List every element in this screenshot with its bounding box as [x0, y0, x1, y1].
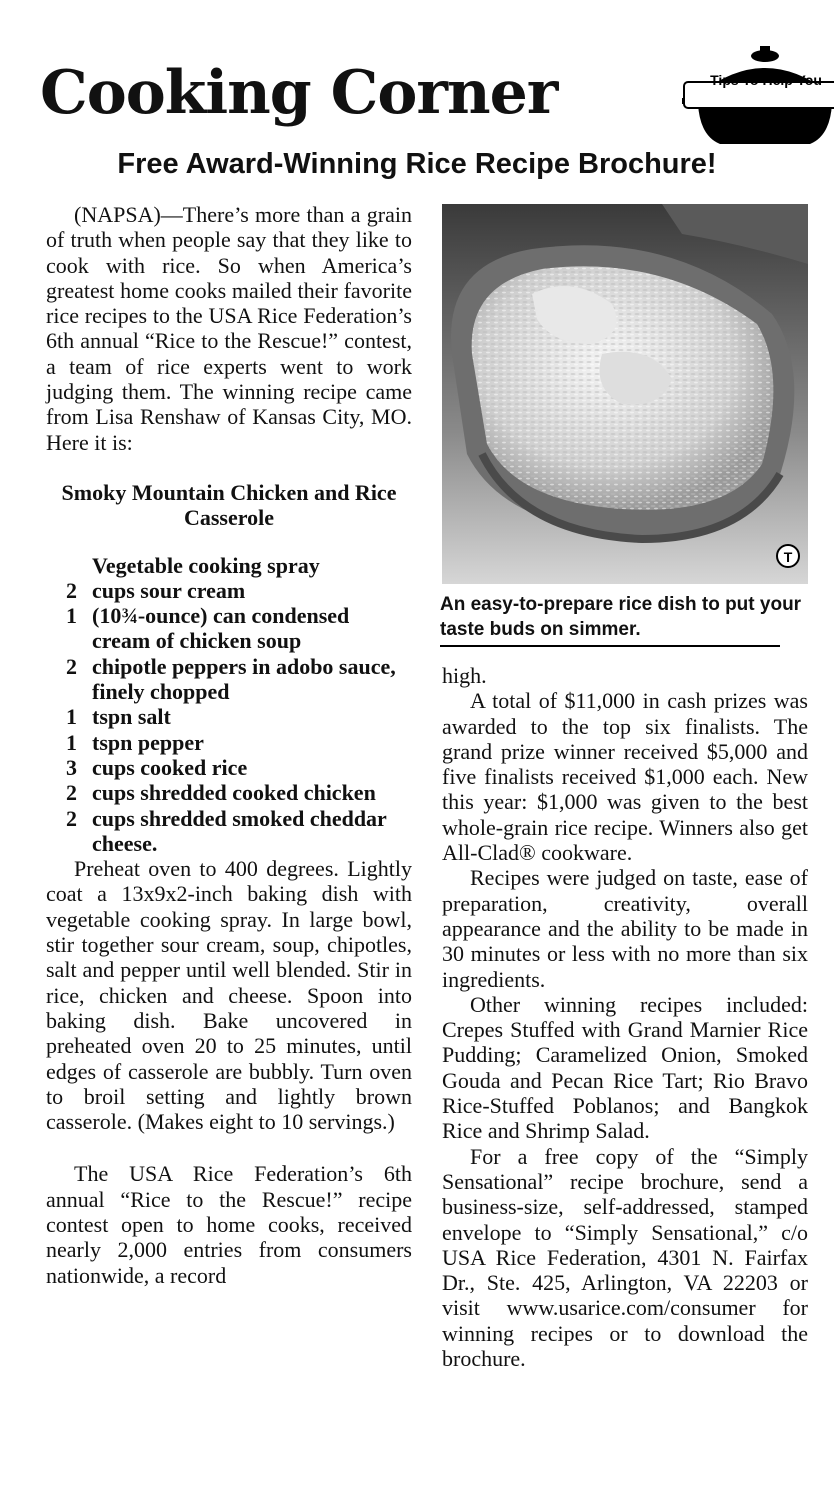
contest-paragraph: The USA Rice Federation’s 6th annual “Rice to the Rescue!” recipe contest open to home cooks, received nearly 2,000 entries from consumers nationwide, a record [46, 1161, 412, 1288]
photo-caption: An easy-to-prepare rice dish to put your taste buds on simmer. [440, 594, 802, 640]
ingredient-item: 1 tspn pepper [66, 729, 204, 755]
headline: Free Award-Winning Rice Recipe Brochure! [117, 148, 717, 180]
other-winners-paragraph: Other winning recipes included: Crepes Stuffed with Grand Marnier Rice Pudding; Caramelized Onion, Smoked Gouda and Pecan Rice Tart; Rio Bravo Rice-Stuffed Poblanos; and Bangkok Rice and Shrimp Salad. [442, 991, 808, 1144]
caption-divider [440, 645, 780, 647]
ingredient-item: 1 (10¾-ounce) can condensed cream of chicken soup [66, 603, 350, 654]
judging-paragraph: Recipes were judged on taste, ease of preparation, creativity, overall appearance and the ability to be made in 30 minutes or less with no more than six ingredients. [442, 865, 808, 992]
ingredient-item: 2 cups shredded cooked chicken [66, 780, 376, 806]
ingredient-item: Vegetable cooking spray [92, 552, 320, 578]
recipe-title: Smoky Mountain Chicken and Rice Casserole [61, 479, 397, 531]
continued-paragraph: high. [442, 663, 487, 688]
ingredient-item: 3 cups cooked rice [66, 754, 248, 780]
intro-paragraph: (NAPSA)—There’s more than a grain of truth when people say that they like to cook with rice. So when America’s greatest home cooks mailed their favorite rice recipes to the USA Rice Federation’s 6th annual “Rice to the Rescue!” contest, a team of rice experts went to work judging them. The winning recipe came from Lisa Renshaw of Kansas City, MO. Here it is: [46, 202, 412, 455]
photo-credit-logo: T [783, 549, 793, 565]
ingredient-item: 1 tspn salt [66, 704, 171, 730]
ingredient-item: 2 cups shredded smoked cheddar cheese. [66, 805, 387, 856]
rice-casserole-photo [442, 204, 808, 584]
cooking-pot-icon [680, 44, 834, 154]
masthead-title: Cooking Corner [40, 58, 558, 128]
right-column [442, 663, 808, 1371]
ingredient-item: 2 cups sour cream [66, 577, 246, 603]
masthead [40, 58, 822, 128]
brochure-paragraph: For a free copy of the “Simply Sensational” recipe brochure, send a business-size, self-addressed, stamped envelope to “Simply Sensational,” c/o USA Rice Federation, 4301 N. Fairfax Dr., Ste. 425, Arlington, VA 22203 or visit www.usarice.com/consumer for winning recipes or to download the brochure. [442, 1143, 808, 1372]
left-column [46, 202, 412, 1288]
ingredient-item: 2 chipotle peppers in adobo sauce, finely chopped [66, 653, 396, 705]
prizes-paragraph: A total of $11,000 in cash prizes was awarded to the top six finalists. The grand prize winner received $5,000 and five finalists received $1,000 each. New this year: $1,000 was given to the best whole-grain rice recipe. Winners also get All-Clad® cookware. [442, 688, 808, 866]
ingredient-list [46, 553, 412, 857]
masthead-tagline: Tips To Help You [710, 72, 822, 88]
directions-paragraph: Preheat oven to 400 degrees. Lightly coat a 13x9x2-inch baking dish with vegetable cooking spray. In large bowl, stir together sour cream, soup, chipotles, salt and pepper until well blended. Stir in rice, chicken and cheese. Spoon into baking dish. Bake uncovered in preheated oven 20 to 25 minutes, until edges of casserole are bubbly. Turn oven to broil setting and lightly brown casserole. (Makes eight to 10 servings.) [46, 856, 412, 1135]
